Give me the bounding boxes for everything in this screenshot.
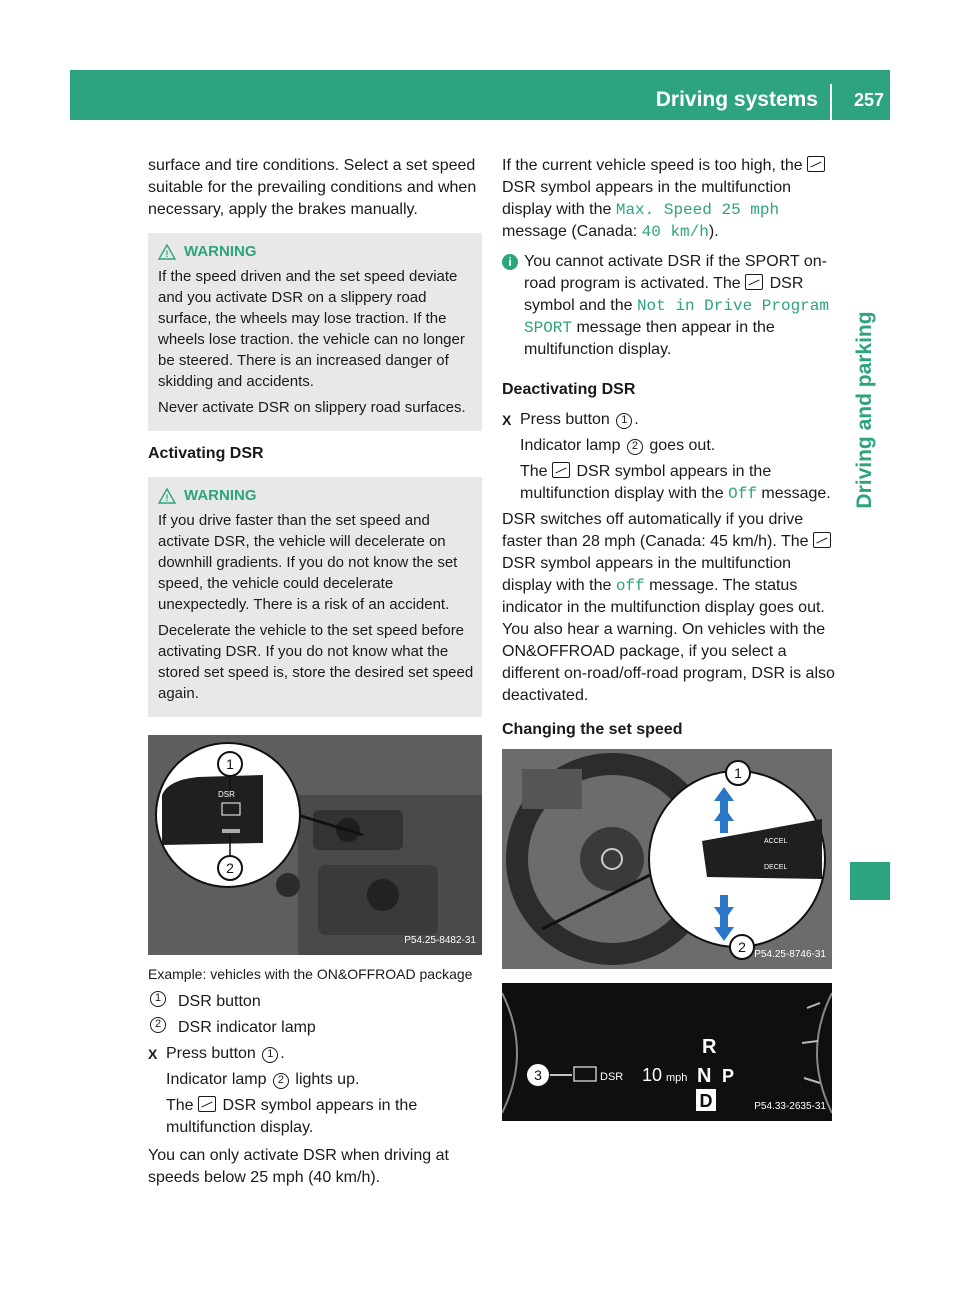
steering-wheel-photo xyxy=(502,749,832,969)
heading-changing: Changing the set speed xyxy=(502,721,683,738)
dsr-symbol-icon xyxy=(745,274,763,290)
left-column xyxy=(148,155,482,1195)
side-tab-block xyxy=(850,862,890,900)
figure-code: P54.33-2635-31 xyxy=(754,1101,826,1112)
step-result: The DSR symbol appears in the multifunction display with the Off message. xyxy=(520,463,831,503)
cluster-unit: mph xyxy=(666,1072,688,1084)
gear-r: R xyxy=(702,1036,717,1058)
dsr-symbol-icon xyxy=(807,156,825,172)
intro-paragraph: surface and tire conditions. Select a set speed suitable for the prevailing conditions and when necessary, apply the brakes manually. xyxy=(148,157,477,218)
display-message: Not in Drive Program SPORT xyxy=(524,297,829,337)
instruction-step: X Press button 1 . xyxy=(148,1043,482,1065)
warning-box-2 xyxy=(148,477,482,717)
legend-item: 2 DSR indicator lamp xyxy=(148,1017,482,1039)
step-result: The DSR symbol appears in the multifunction display. xyxy=(166,1097,418,1136)
center-console-photo xyxy=(148,735,482,955)
dsr-symbol-icon xyxy=(198,1096,216,1112)
svg-text:!: ! xyxy=(165,492,169,503)
warning-text: Decelerate the vehicle to the set speed before activating DSR. If you do not know what the stored set speed is, store the desired set speed again. xyxy=(158,622,474,702)
warning-title: WARNING xyxy=(184,243,257,260)
warning-text: Never activate DSR on slippery road surfaces. xyxy=(158,399,466,416)
display-message: 40 km/h xyxy=(641,223,709,241)
warning-box-1 xyxy=(148,233,482,431)
figure-code: P54.25-8482-31 xyxy=(404,935,476,946)
dsr-symbol-icon xyxy=(552,462,570,478)
step-result: Indicator lamp 2 goes out. xyxy=(520,437,716,454)
dsr-label: DSR xyxy=(218,790,235,799)
legend-item: 1 DSR button xyxy=(148,991,482,1013)
page-number: 257 xyxy=(853,90,884,110)
callout-3: 3 xyxy=(534,1067,542,1083)
callout-1: 1 xyxy=(226,756,234,772)
gear-d: D xyxy=(699,1091,713,1111)
cluster-dsr-text: DSR xyxy=(600,1071,624,1083)
section-title: Driving systems xyxy=(655,88,818,111)
header-divider xyxy=(830,84,832,120)
figure-code: P54.25-8746-31 xyxy=(754,949,826,960)
heading-activating: Activating DSR xyxy=(148,445,264,462)
callout-2: 2 xyxy=(738,939,746,955)
display-message: Max. Speed 25 mph xyxy=(615,201,780,219)
auto-off-paragraph: DSR switches off automatically if you drive faster than 28 mph (Canada: 45 km/h). The DSR symbol appears in the multifunction display with the off message. The status indicator in the multifunction display goes out. You also hear a warning. On vehicles with the ON&OFFROAD package, if you select a different on-road/off-road program, DSR is also deactivated. xyxy=(502,511,835,704)
display-message: Off xyxy=(728,485,757,503)
figure-cruise-lever xyxy=(502,749,832,969)
info-icon: i xyxy=(502,254,518,270)
info-note: i You cannot activate DSR if the SPORT on-road program is activated. The DSR symbol and the Not in Drive Program SPORT message then appear in the multifunction display. xyxy=(502,251,838,367)
instruction-step: X Press button 1 . xyxy=(502,409,838,431)
warning-title: WARNING xyxy=(184,487,257,504)
svg-text:!: ! xyxy=(165,248,169,259)
figure-caption: Example: vehicles with the ON&OFFROAD package xyxy=(148,966,473,982)
dsr-symbol-icon xyxy=(813,532,831,548)
header-bar xyxy=(70,70,890,120)
warning-triangle-icon xyxy=(158,244,176,260)
warning-text: If the speed driven and the set speed deviate and you activate DSR on a slippery road surface, the wheels may lose traction. If the wheels lose traction. the vehicle can no longer be steered. There is an increased danger of skidding and accidents. xyxy=(158,268,465,390)
warning-triangle-icon xyxy=(158,488,176,504)
callout-1: 1 xyxy=(734,765,742,781)
heading-deactivating: Deactivating DSR xyxy=(502,381,636,398)
warning-text: If you drive faster than the set speed and activate DSR, the vehicle will decelerate on downhill gradients. If you do not know the set speed, the vehicle could decelerate unexpectedly. There is a risk of an accident. xyxy=(158,512,458,613)
step-result: Indicator lamp 2 lights up. xyxy=(166,1071,360,1088)
figure-dsr-button xyxy=(148,735,482,955)
right-column xyxy=(502,155,838,1121)
outro-paragraph: You can only activate DSR when driving at speeds below 25 mph (40 km/h). xyxy=(148,1147,449,1186)
gear-p: P xyxy=(722,1066,735,1086)
side-chapter-label: Driving and parking xyxy=(853,311,876,509)
display-message: off xyxy=(615,577,645,595)
gear-n: N xyxy=(697,1065,712,1087)
decel-label: DECEL xyxy=(764,864,788,871)
callout-2: 2 xyxy=(226,860,234,876)
speed-too-high-paragraph: If the current vehicle speed is too high, the DSR symbol appears in the multifunction display with the Max. Speed 25 mph message (Canada: 40 km/h). xyxy=(502,155,838,243)
accel-label: ACCEL xyxy=(764,838,788,845)
figure-instrument-display xyxy=(502,983,832,1121)
cluster-speed: 10 xyxy=(642,1065,663,1085)
